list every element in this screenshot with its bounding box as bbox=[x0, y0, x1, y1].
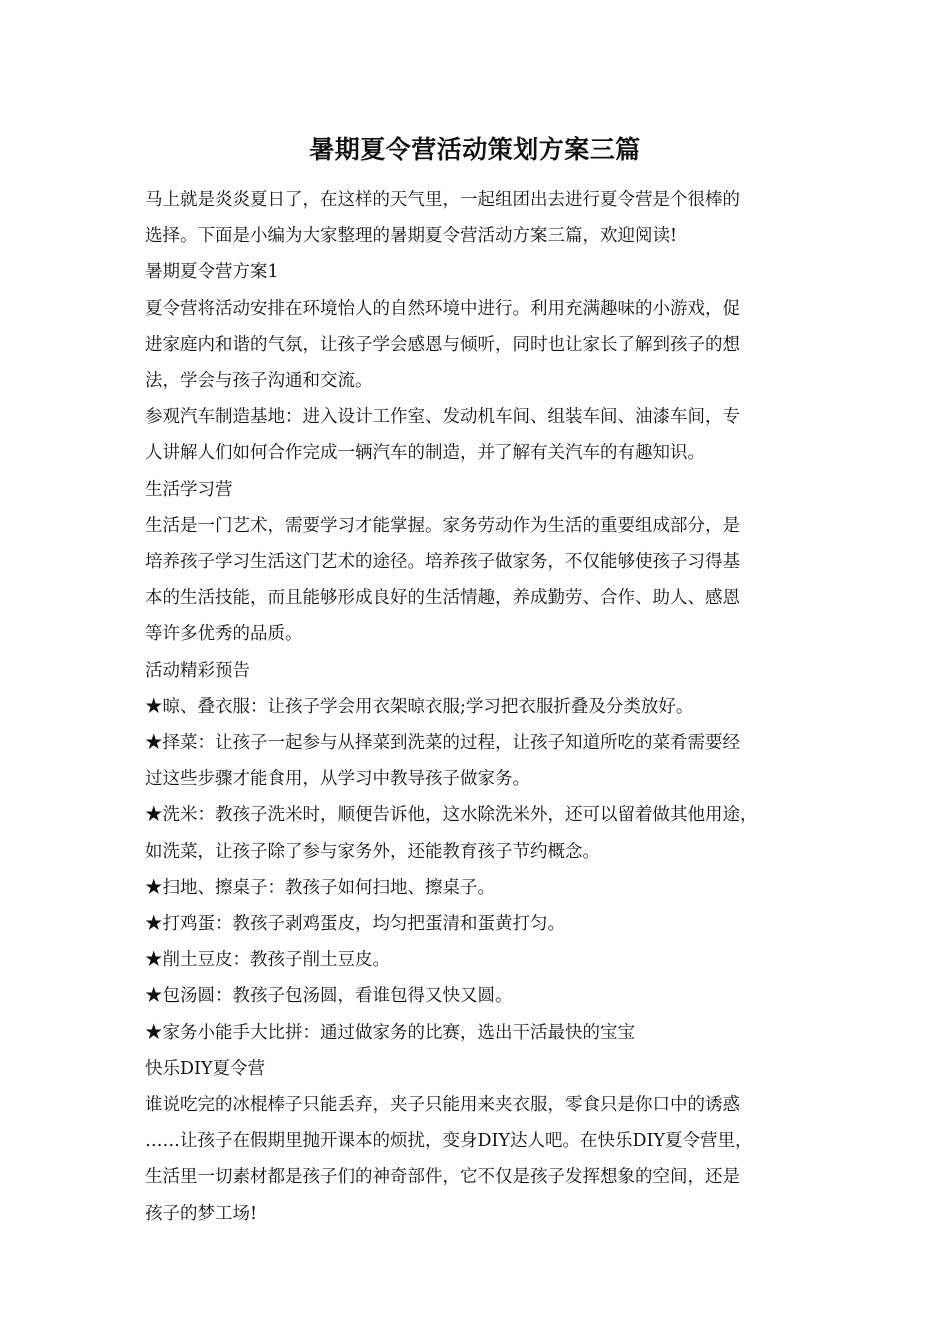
section-heading: 活动精彩预告 bbox=[145, 660, 250, 681]
text-line: 生活是一门艺术，需要学习才能掌握。家务劳动作为生活的重要组成部分，是 bbox=[145, 515, 740, 536]
list-item: ★晾、叠衣服：让孩子学会用衣架晾衣服;学习把衣服折叠及分类放好。 bbox=[145, 696, 694, 717]
text-line: 过这些步骤才能食用，从学习中教导孩子做家务。 bbox=[145, 769, 530, 790]
text-line: 培养孩子学习生活这门艺术的途径。培养孩子做家务，不仅能够使孩子习得基 bbox=[145, 552, 740, 573]
section-heading: 生活学习营 bbox=[145, 479, 233, 500]
list-item: ★包汤圆：教孩子包汤圆，看谁包得又快又圆。 bbox=[145, 986, 513, 1007]
list-item: ★择菜：让孩子一起参与从择菜到洗菜的过程，让孩子知道所吃的菜肴需要经 bbox=[145, 733, 740, 754]
section-heading: 暑期夏令营方案1 bbox=[145, 262, 279, 283]
text-line: 参观汽车制造基地：进入设计工作室、发动机车间、组装车间、油漆车间，专 bbox=[145, 407, 740, 428]
text-line: 如洗菜，让孩子除了参与家务外，还能教育孩子节约概念。 bbox=[145, 841, 600, 862]
document-body bbox=[145, 182, 825, 1232]
text-line: 夏令营将活动安排在环境怡人的自然环境中进行。利用充满趣味的小游戏，促 bbox=[145, 298, 740, 319]
text-line: 法，学会与孩子沟通和交流。 bbox=[145, 371, 373, 392]
text-line: 本的生活技能，而且能够形成良好的生活情趣，养成勤劳、合作、助人、感恩 bbox=[145, 588, 740, 609]
text-line: 人讲解人们如何合作完成一辆汽车的制造，并了解有关汽车的有趣知识。 bbox=[145, 443, 705, 464]
list-item: ★家务小能手大比拼：通过做家务的比赛，选出干活最快的宝宝 bbox=[145, 1022, 635, 1043]
list-item: ★扫地、擦桌子：教孩子如何扫地、擦桌子。 bbox=[145, 877, 495, 898]
text-line: 生活里一切素材都是孩子们的神奇部件，它不仅是孩子发挥想象的空间，还是 bbox=[145, 1167, 740, 1188]
text-line: 进家庭内和谐的气氛，让孩子学会感恩与倾听，同时也让家长了解到孩子的想 bbox=[145, 334, 740, 355]
text-line: ……让孩子在假期里抛开课本的烦扰，变身DIY达人吧。在快乐DIY夏令营里， bbox=[145, 1131, 753, 1152]
text-line: 马上就是炎炎夏日了，在这样的天气里，一起组团出去进行夏令营是个很棒的 bbox=[145, 190, 740, 210]
list-item: ★洗米：教孩子洗米时，顺便告诉他，这水除洗米外，还可以留着做其他用途， bbox=[145, 805, 758, 826]
list-item: ★削土豆皮：教孩子削土豆皮。 bbox=[145, 950, 390, 971]
document-title: 暑期夏令营活动策划方案三篇 bbox=[309, 135, 641, 164]
text-line: 谁说吃完的冰棍棒子只能丢弃，夹子只能用来夹衣服，零食只是你口中的诱惑 bbox=[145, 1095, 740, 1116]
section-heading: 快乐DIY夏令营 bbox=[145, 1058, 265, 1079]
text-line: 等许多优秀的品质。 bbox=[145, 624, 303, 645]
text-line: 孩子的梦工场! bbox=[145, 1203, 258, 1224]
list-item: ★打鸡蛋：教孩子剥鸡蛋皮，均匀把蛋清和蛋黄打匀。 bbox=[145, 914, 565, 935]
text-line: 选择。下面是小编为大家整理的暑期夏令营活动方案三篇，欢迎阅读! bbox=[145, 226, 678, 247]
